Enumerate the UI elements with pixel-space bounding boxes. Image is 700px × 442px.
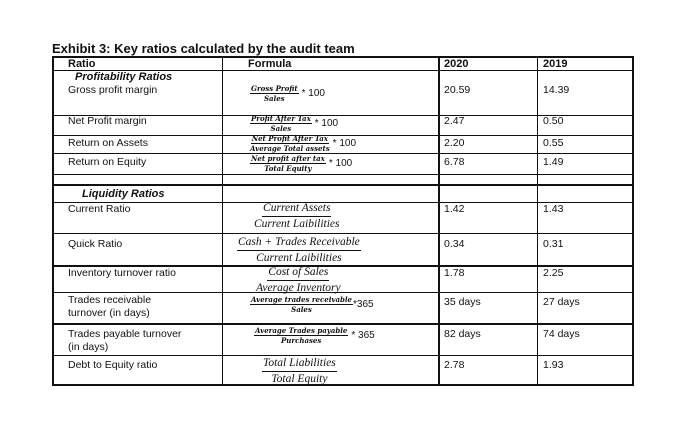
formula-denominator: Sales [270, 124, 292, 133]
formula-multiplier: * 100 [328, 158, 353, 169]
ratio-name: Current Ratio [68, 203, 131, 215]
formula-denominator: Total Equity [271, 373, 328, 385]
formula-numerator: Gross Profit [251, 84, 298, 93]
value-2020: 2.47 [444, 115, 465, 127]
value-2019: 1.49 [543, 156, 564, 168]
formula-numerator: Net profit after tax [251, 154, 325, 163]
ratio-name: Quick Ratio [68, 238, 123, 250]
value-2019: 27 days [543, 296, 580, 308]
formula-numerator: Cash + Trades Receivable [237, 235, 361, 251]
ratio-name: Trades payable turnover (in days) [68, 328, 182, 353]
ratio-name: Trades receivable turnover (in days) [68, 294, 152, 319]
value-2019: 1.43 [543, 203, 564, 215]
ratio-name: Inventory turnover ratio [68, 267, 176, 279]
header-2019: 2019 [543, 58, 568, 70]
header-ratio: Ratio [68, 58, 96, 70]
value-2020: 82 days [444, 328, 481, 340]
section-profitability: Profitability Ratios [75, 71, 173, 83]
column-divider [222, 58, 223, 384]
ratios-table [52, 56, 634, 386]
section-liquidity: Liquidity Ratios [82, 188, 165, 200]
formula-denominator: Total Equity [264, 164, 312, 173]
row-divider [54, 174, 632, 175]
value-2020: 0.34 [444, 238, 465, 250]
formula-multiplier: *365 [353, 299, 374, 310]
formula-numerator: Average Trades payable [255, 326, 348, 335]
value-2020: 35 days [444, 296, 481, 308]
formula [254, 326, 375, 345]
exhibit-title: Exhibit 3: Key ratios calculated by the audit team [52, 41, 355, 56]
value-2020: 20.59 [444, 84, 471, 96]
formula [262, 356, 337, 386]
column-divider [438, 58, 440, 384]
formula-numerator: Average trades receivable [251, 295, 352, 304]
formula [250, 84, 325, 103]
formula [250, 295, 374, 314]
formula [254, 201, 340, 231]
formula [250, 134, 356, 153]
row-divider [54, 233, 632, 234]
value-2020: 1.78 [444, 267, 465, 279]
formula-numerator: Current Assets [262, 201, 331, 217]
row-divider [54, 292, 632, 293]
formula-numerator: Profit After Tax [251, 114, 311, 123]
ratio-name: Return on Equity [68, 156, 147, 168]
header-2020: 2020 [444, 58, 469, 70]
formula-denominator: Sales [291, 305, 312, 314]
header-formula: Formula [248, 58, 292, 70]
value-2019: 0.55 [543, 137, 564, 149]
value-2020: 2.20 [444, 137, 465, 149]
formula-denominator: Current Laibilities [254, 218, 340, 230]
formula-multiplier: * 100 [332, 138, 357, 149]
row-divider [54, 184, 632, 186]
formula-denominator: Average Total assets [250, 144, 330, 153]
value-2019: 0.31 [543, 238, 564, 250]
value-2019: 1.93 [543, 359, 564, 371]
formula-denominator: Purchases [281, 336, 322, 345]
value-2019: 2.25 [543, 267, 564, 279]
value-2020: 1.42 [444, 203, 465, 215]
formula-multiplier: * 100 [301, 88, 325, 99]
row-divider [54, 355, 632, 356]
formula [256, 265, 341, 295]
ratio-name: Net Profit margin [68, 115, 147, 127]
ratio-name: Debt to Equity ratio [68, 359, 158, 371]
formula [237, 235, 361, 265]
row-divider [54, 323, 632, 325]
formula-denominator: Current Laibilities [256, 252, 342, 264]
value-2020: 6.78 [444, 156, 465, 168]
formula-multiplier: * 365 [351, 330, 375, 341]
ratio-name: Gross profit margin [68, 84, 158, 96]
column-divider [537, 58, 538, 384]
formula-multiplier: * 100 [314, 118, 339, 129]
value-2019: 0.50 [543, 115, 564, 127]
formula-numerator: Net Profit After Tax [251, 134, 328, 143]
formula-denominator: Average Inventory [256, 282, 341, 294]
formula [250, 154, 352, 173]
value-2019: 74 days [543, 328, 580, 340]
formula-numerator: Total Liabilities [262, 356, 337, 372]
value-2019: 14.39 [543, 84, 570, 96]
formula [250, 114, 338, 133]
value-2020: 2.78 [444, 359, 465, 371]
formula-denominator: Sales [263, 94, 285, 103]
formula-numerator: Cost of Sales [267, 265, 329, 281]
ratio-name: Return on Assets [68, 137, 148, 149]
